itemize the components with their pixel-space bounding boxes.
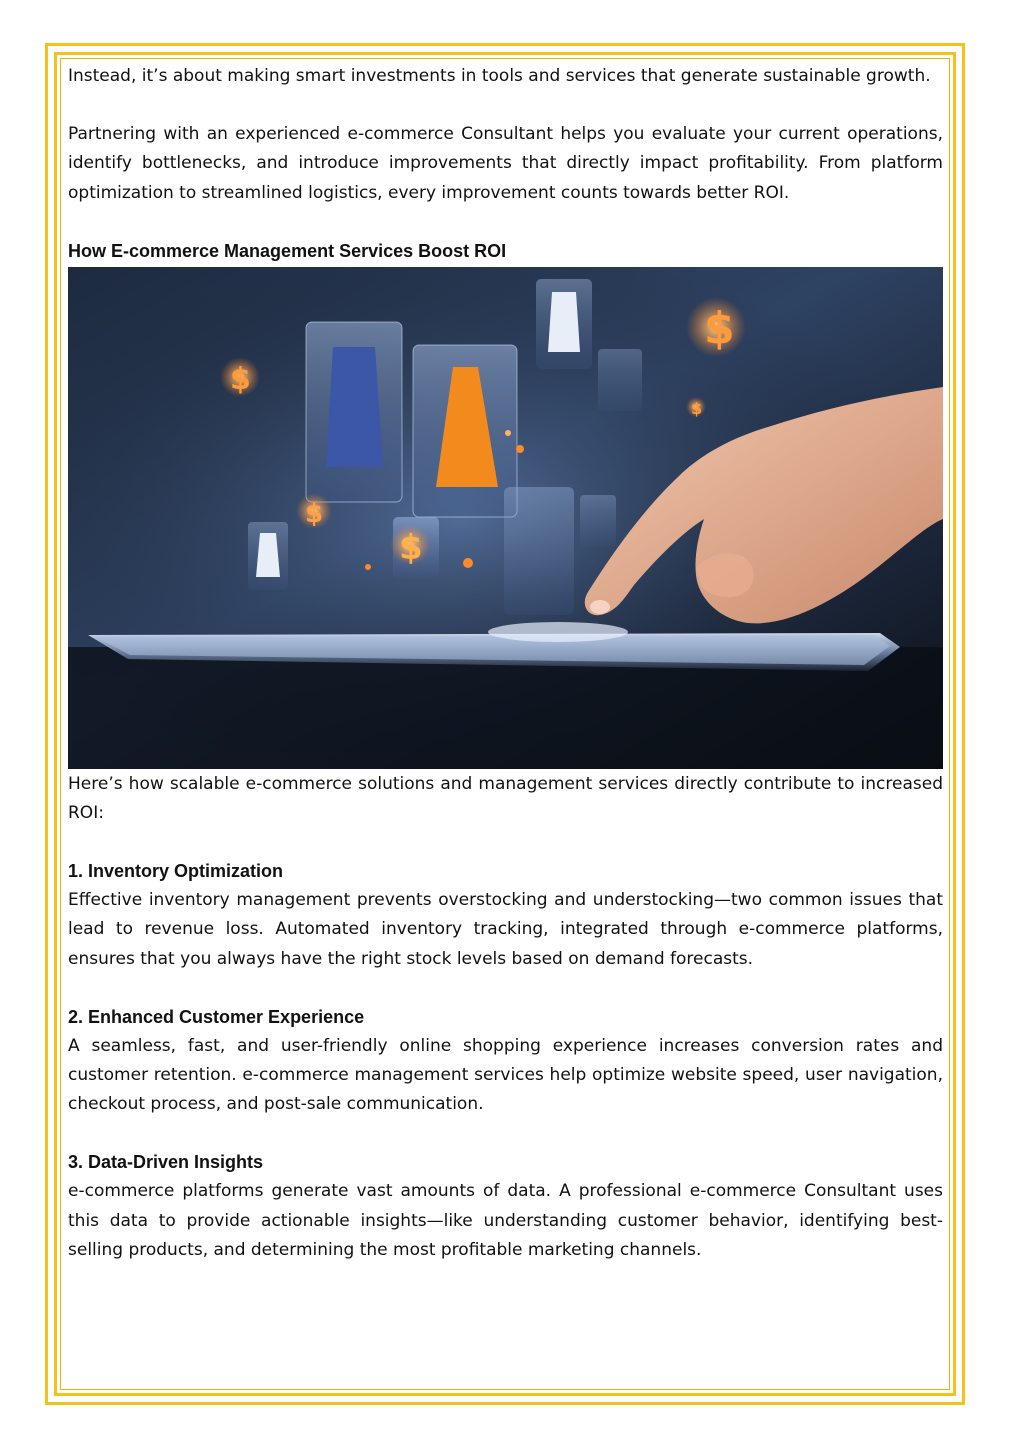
svg-text:$: $ [704, 302, 735, 354]
svg-text:$: $ [399, 527, 423, 568]
item-title-data-insights: 3. Data-Driven Insights [68, 1152, 264, 1173]
svg-text:$: $ [691, 398, 703, 418]
item-body-data-insights: e-commerce platforms generate vast amounts of data. A professional e-commerce Consultant uses this data to provide actionable insights—like understanding customer behavior, identifying best-selling products, and determining the most profitable marketing channels. [68, 1181, 943, 1260]
hologram-shopping-illustration-icon [68, 267, 943, 769]
item-body-inventory: Effective inventory management prevents overstocking and understocking—two common issues that lead to revenue loss. Automated inventory tracking, integrated through e-commerce platforms, ensures that you always have the right stock levels based on demand forecasts. [68, 890, 943, 969]
item-body-customer-experience: A seamless, fast, and user-friendly online shopping experience increases conversion rates and customer retention. e-commerce management services help optimize website speed, user navigation, checkout process, and post-sale communication. [68, 1035, 943, 1115]
document-body [68, 62, 943, 1265]
svg-text:$: $ [305, 498, 324, 529]
section-heading: How E-commerce Management Services Boost ROI [68, 240, 507, 261]
hero-image [68, 267, 943, 769]
item-title-customer-experience: 2. Enhanced Customer Experience [68, 1006, 365, 1027]
section-lead: Here’s how scalable e-commerce solutions and management services directly contribute to increased ROI: [68, 773, 943, 824]
intro-paragraph-1: Instead, it’s about making smart investments in tools and services that generate sustainable growth. [68, 66, 931, 86]
item-title-inventory: 1. Inventory Optimization [68, 861, 284, 882]
intro-paragraph-2: Partnering with an experienced e-commerce Consultant helps you evaluate your current operations, identify bottlenecks, and introduce improvements that directly impact profitability. From platform optimization to streamlined logistics, every improvement counts towards better ROI. [68, 124, 943, 203]
svg-text:$: $ [230, 361, 251, 397]
